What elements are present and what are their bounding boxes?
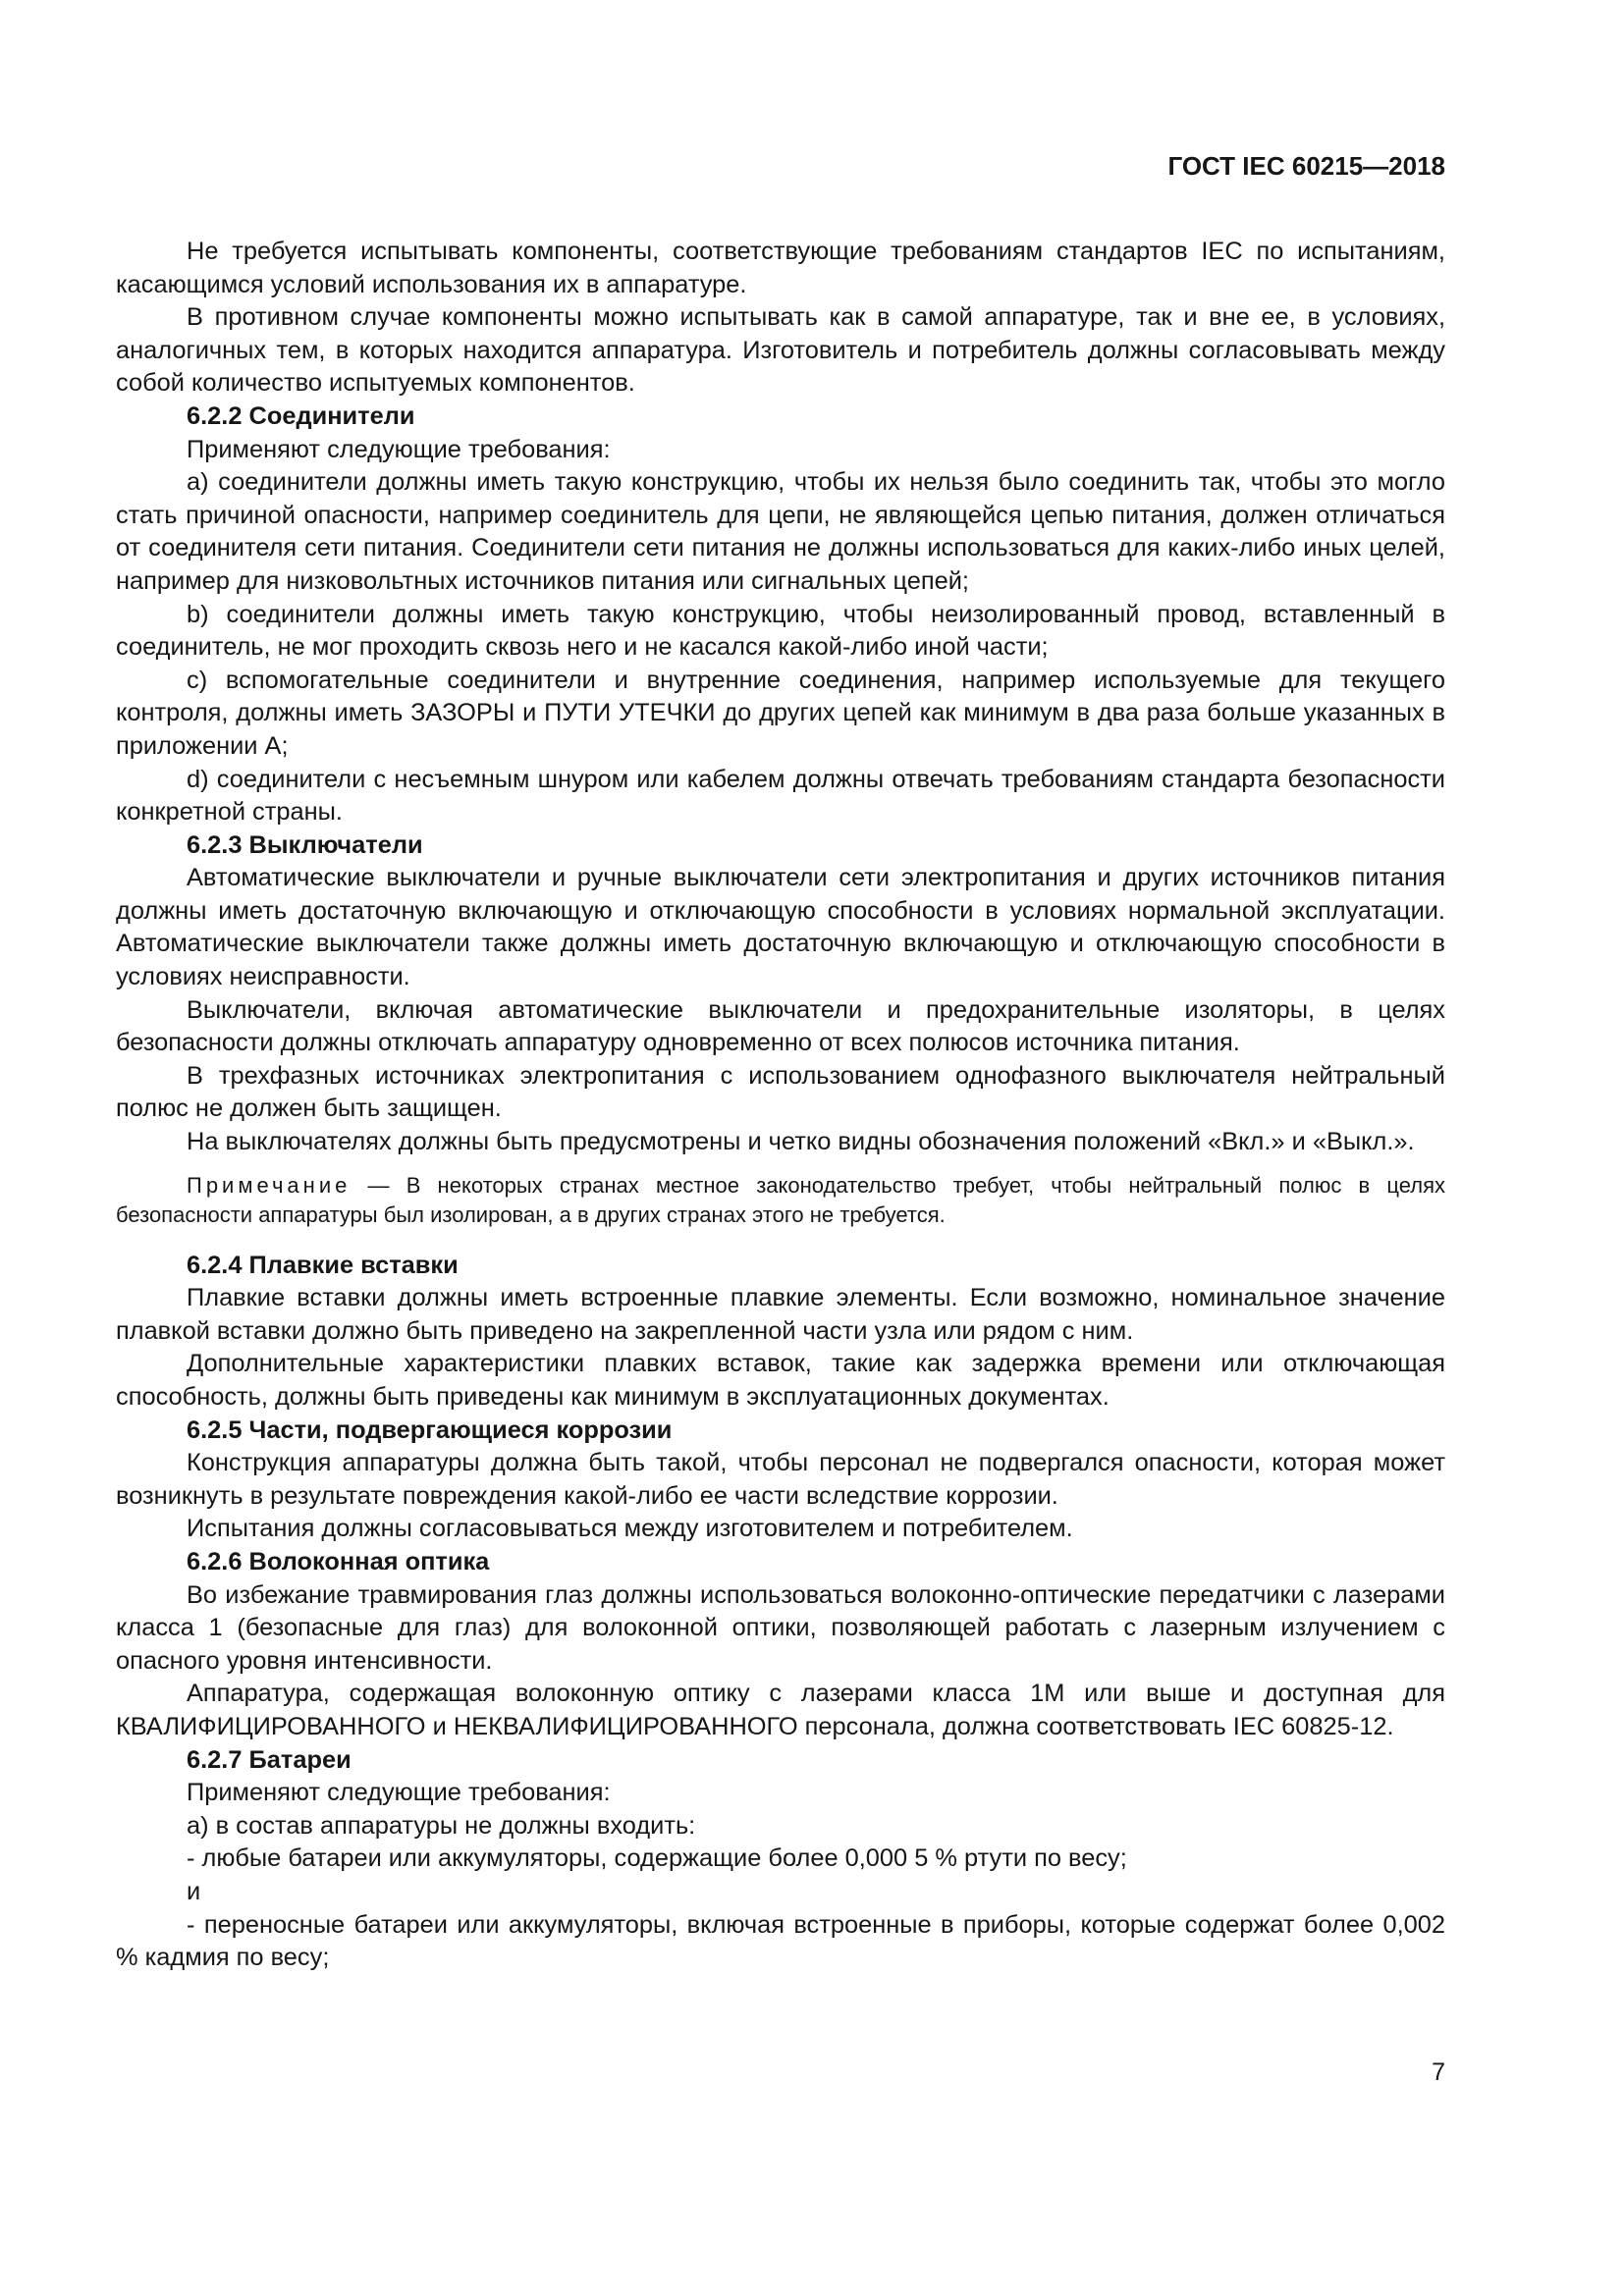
- paragraph: Плавкие вставки должны иметь встроенные плавкие элементы. Если возможно, номинальное значение плавкой вставки должно быть приведено на закрепленной части узла или рядом с ним.: [116, 1284, 1445, 1345]
- list-conjunction: и: [187, 1877, 201, 1905]
- list-item: - переносные батареи или аккумуляторы, включая встроенные в приборы, которые содержат более 0,002 % кадмия по весу;: [116, 1910, 1445, 1972]
- paragraph: Не требуется испытывать компоненты, соответствующие требованиям стандартов IEC по испытаниям, касающимся условий использования их в аппаратуре.: [116, 238, 1445, 298]
- paragraph: Испытания должны согласовываться между изготовителем и потребителем.: [187, 1515, 1073, 1543]
- paragraph: Применяют следующие требования:: [187, 1779, 611, 1807]
- list-item: c) вспомогательные соединители и внутренние соединения, например используемые для текущего контроля, должны иметь ЗАЗОРЫ и ПУТИ УТЕЧКИ до других цепей как минимум в два раза больше указанных в приложении А;: [116, 666, 1445, 760]
- note-text: — В некоторых странах местное законодательство требует, чтобы нейтральный полюс в целях безопасности аппаратуры был изолирован, а в других странах этого не требуется.: [116, 1172, 1445, 1227]
- list-item: - любые батареи или аккумуляторы, содержащие более 0,000 5 % ртути по весу;: [187, 1844, 1127, 1873]
- paragraph: В противном случае компоненты можно испытывать как в самой аппаратуре, так и вне ее, в условиях, аналогичных тем, в которых находится аппаратура. Изготовитель и потребитель должны согласовывать между собой количество испытуемых компонентов.: [116, 303, 1445, 398]
- paragraph: Конструкция аппаратуры должна быть такой, чтобы персонал не подвергался опасности, которая может возникнуть в результате повреждения какой-либо ее части вследствие коррозии.: [116, 1449, 1445, 1510]
- document-code-header: ГОСТ IEC 60215—2018: [1167, 151, 1445, 181]
- list-item: d) соединители с несъемным шнуром или кабелем должны отвечать требованиям стандарта безопасности конкретной страны.: [116, 765, 1445, 827]
- list-item: а) соединители должны иметь такую конструкцию, чтобы их нельзя было соединить так, чтобы это могло стать причиной опасности, например соединитель для цепи, не являющейся цепью питания, должен отличаться от соединителя сети питания. Соединители сети питания не должны использоваться для каких-либо иных целей, например для низковольтных источников питания или сигнальных цепей;: [116, 468, 1445, 595]
- section-heading-6-2-2: 6.2.2 Соединители: [187, 401, 415, 430]
- paragraph: В трехфазных источниках электропитания с использованием однофазного выключателя нейтральный полюс не должен быть защищен.: [116, 1061, 1445, 1123]
- section-heading-6-2-7: 6.2.7 Батареи: [187, 1745, 352, 1774]
- paragraph: Аппаратура, содержащая волоконную оптику с лазерами класса 1М или выше и доступная для КВАЛИФИЦИРОВАННОГО и НЕКВАЛИФИЦИРОВАННОГО персонала, должна соответствовать IEC 60825-12.: [116, 1680, 1445, 1740]
- section-heading-6-2-4: 6.2.4 Плавкие вставки: [187, 1251, 459, 1279]
- list-item: b) соединители должны иметь такую конструкцию, чтобы неизолированный провод, вставленный в соединитель, не мог проходить сквозь него и не касался какой-либо иной части;: [116, 600, 1445, 662]
- list-item: а) в состав аппаратуры не должны входить:: [187, 1811, 696, 1840]
- note-label: Примечание: [187, 1172, 352, 1198]
- paragraph: Применяют следующие требования:: [187, 435, 611, 463]
- note: [116, 1171, 1445, 1230]
- page-number: 7: [1432, 2058, 1445, 2086]
- paragraph: Выключатели, включая автоматические выключатели и предохранительные изоляторы, в целях безопасности должны отключать аппаратуру одновременно от всех полюсов источника питания.: [116, 995, 1445, 1057]
- paragraph: На выключателях должны быть предусмотрены и четко видны обозначения положений «Вкл.» и «Выкл.».: [187, 1128, 1415, 1156]
- section-heading-6-2-3: 6.2.3 Выключатели: [187, 830, 423, 859]
- section-heading-6-2-6: 6.2.6 Волоконная оптика: [187, 1547, 490, 1575]
- document-body: [116, 236, 1445, 1975]
- paragraph: Автоматические выключатели и ручные выключатели сети электропитания и других источников питания должны иметь достаточную включающую и отключающую способности в условиях нормальной эксплуатации. Автоматические выключатели также должны иметь достаточную включающую и отключающую способности в условиях неисправности.: [116, 864, 1445, 991]
- paragraph: Во избежание травмирования глаз должны использоваться волоконно-оптические передатчики с лазерами класса 1 (безопасные для глаз) для волоконной оптики, позволяющей работать с лазерным излучением с опасного уровня интенсивности.: [116, 1580, 1445, 1675]
- section-heading-6-2-5: 6.2.5 Части, подвергающиеся коррозии: [187, 1415, 673, 1444]
- paragraph: Дополнительные характеристики плавких вставок, такие как задержка времени или отключающая способность, должны быть приведены как минимум в эксплуатационных документах.: [116, 1350, 1445, 1411]
